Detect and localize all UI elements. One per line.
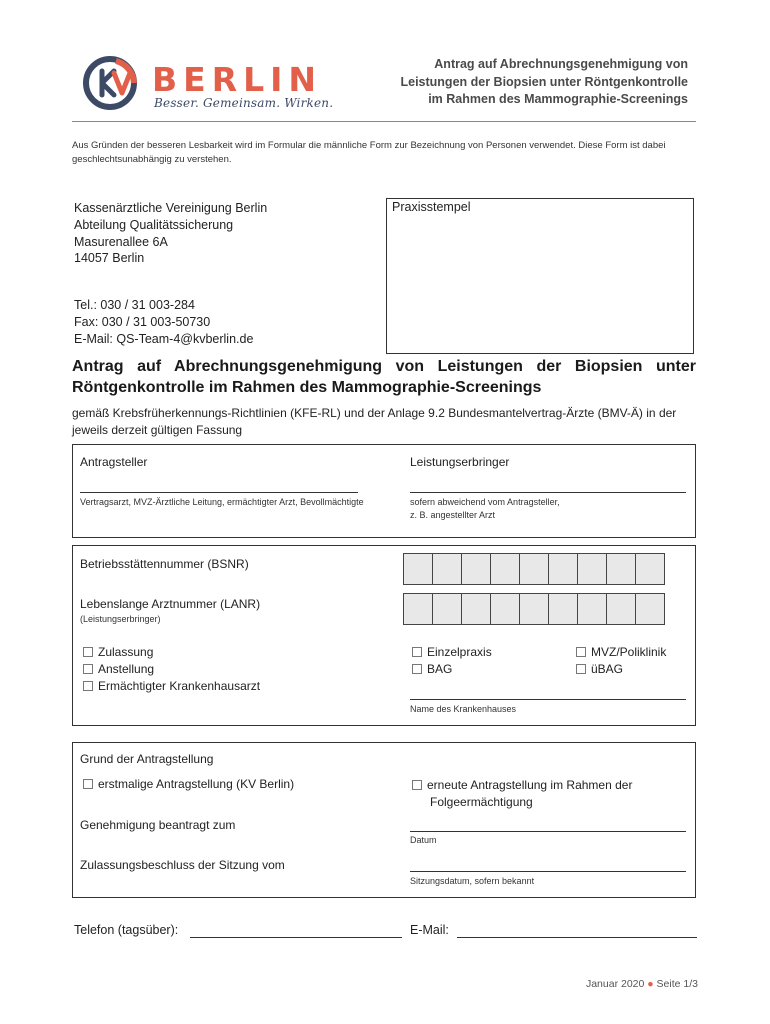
bsnr-digit-cell[interactable] <box>403 553 433 585</box>
email-label: E-Mail: <box>410 923 449 937</box>
option-label: Zulassung <box>98 645 154 659</box>
email-line[interactable] <box>457 937 697 938</box>
contact-info <box>74 297 253 347</box>
session-label: Zulassungsbeschluss der Sitzung vom <box>80 858 285 872</box>
address-line: Abteilung Qualitätssicherung <box>74 217 234 232</box>
logo-slogan: Besser. Gemeinsam. Wirken. <box>154 96 334 110</box>
option-mvz[interactable] <box>576 645 666 659</box>
header-title-line: Leistungen der Biopsien unter Röntgenkontrolle <box>400 74 688 89</box>
header-title-line: im Rahmen des Mammographie-Screenings <box>428 92 688 106</box>
option-hospital-doctor[interactable] <box>83 679 260 693</box>
header-title <box>358 56 688 109</box>
checkbox-icon[interactable] <box>83 779 93 789</box>
checkbox-icon[interactable] <box>412 647 422 657</box>
bsnr-digit-cell[interactable] <box>635 553 665 585</box>
date-hint: Datum <box>410 835 437 845</box>
bsnr-input-grid[interactable] <box>403 553 665 585</box>
recipient-address <box>74 200 267 267</box>
bsnr-label: Betriebsstättennummer (BSNR) <box>80 557 249 571</box>
lanr-digit-cell[interactable] <box>635 593 665 625</box>
provider-line[interactable] <box>410 492 686 493</box>
contact-fax: Fax: 030 / 31 003-50730 <box>74 314 211 329</box>
page-footer <box>586 978 698 990</box>
hospital-name-line[interactable] <box>410 699 686 700</box>
lanr-digit-cell[interactable] <box>432 593 462 625</box>
option-label: erneute Antragstellung im Rahmen der <box>427 778 633 792</box>
bsnr-digit-cell[interactable] <box>577 553 607 585</box>
lanr-digit-cell[interactable] <box>606 593 636 625</box>
applicant-label: Antragsteller <box>80 455 148 469</box>
readability-note: Aus Gründen der besseren Lesbarkeit wird im Formular die männliche Form zur Bezeichnung von Personen verwendet. Diese Form ist dabei geschlechtsunabhängig zu verstehen. <box>72 140 666 165</box>
checkbox-icon[interactable] <box>412 664 422 674</box>
bsnr-digit-cell[interactable] <box>490 553 520 585</box>
checkbox-icon[interactable] <box>576 647 586 657</box>
logo-wordmark: BERLIN <box>152 60 323 99</box>
practice-stamp-label: Praxisstempel <box>392 200 471 214</box>
option-ubag[interactable] <box>576 662 623 676</box>
option-renewal[interactable] <box>412 777 632 811</box>
applicant-line[interactable] <box>80 492 358 493</box>
option-label: Folgeermächtigung <box>430 795 533 809</box>
address-line: 14057 Berlin <box>74 251 145 266</box>
reason-title: Grund der Antragstellung <box>80 752 214 766</box>
address-line: Masurenallee 6A <box>74 234 168 249</box>
lanr-hint: (Leistungserbringer) <box>80 614 161 624</box>
lanr-label: Lebenslange Arztnummer (LANR) <box>80 597 261 611</box>
lanr-digit-cell[interactable] <box>548 593 578 625</box>
option-anstellung[interactable] <box>83 662 154 676</box>
hospital-name-hint: Name des Krankenhauses <box>410 704 517 714</box>
session-hint: Sitzungsdatum, sofern bekannt <box>410 876 535 886</box>
footer-page: Seite 1/3 <box>656 978 698 990</box>
option-label: üBAG <box>591 662 624 676</box>
form-subtitle: gemäß Krebsfrüherkennungs-Richtlinien (KFE-RL) und der Anlage 9.2 Bundesmantelvertrag-Ärzte (BMV-Ä) in der jeweils derzeit gültigen Fassung <box>72 406 677 437</box>
applicant-hint: Vertragsarzt, MVZ-Ärztliche Leitung, ermächtigter Arzt, Bevollmächtigte <box>80 497 364 507</box>
requested-date-label: Genehmigung beantragt zum <box>80 818 236 832</box>
bsnr-digit-cell[interactable] <box>548 553 578 585</box>
option-label: Anstellung <box>98 662 155 676</box>
option-label: Einzelpraxis <box>427 645 492 659</box>
lanr-digit-cell[interactable] <box>519 593 549 625</box>
bsnr-digit-cell[interactable] <box>461 553 491 585</box>
lanr-digit-cell[interactable] <box>461 593 491 625</box>
phone-label: Telefon (tagsüber): <box>74 923 179 937</box>
kv-logo-mark-icon <box>80 52 150 114</box>
provider-label: Leistungserbringer <box>410 455 510 469</box>
option-label: erstmalige Antragstellung (KV Berlin) <box>98 777 295 791</box>
checkbox-icon[interactable] <box>576 664 586 674</box>
practice-stamp-box[interactable] <box>386 198 694 354</box>
form-title: Antrag auf Abrechnungsgenehmigung von Leistungen der Biopsien unter Röntgenkontrolle im Rahmen des Mammographie-Screenings <box>72 358 696 396</box>
provider-hint-line: z. B. angestellter Arzt <box>410 510 496 520</box>
session-date-line[interactable] <box>410 871 686 872</box>
provider-hint <box>410 496 560 522</box>
option-bag[interactable] <box>412 662 452 676</box>
checkbox-icon[interactable] <box>83 647 93 657</box>
option-einzelpraxis[interactable] <box>412 645 492 659</box>
bsnr-digit-cell[interactable] <box>519 553 549 585</box>
lanr-digit-cell[interactable] <box>403 593 433 625</box>
address-line: Kassenärztliche Vereinigung Berlin <box>74 201 268 215</box>
checkbox-icon[interactable] <box>412 780 422 790</box>
lanr-digit-cell[interactable] <box>490 593 520 625</box>
contact-email: E-Mail: QS-Team-4@kvberlin.de <box>74 331 254 346</box>
option-first-application[interactable] <box>83 777 294 791</box>
bsnr-digit-cell[interactable] <box>432 553 462 585</box>
bullet-dot-icon: ● <box>647 978 654 990</box>
footer-date: Januar 2020 <box>585 978 645 990</box>
bsnr-digit-cell[interactable] <box>606 553 636 585</box>
lanr-input-grid[interactable] <box>403 593 665 625</box>
option-zulassung[interactable] <box>83 645 153 659</box>
phone-line[interactable] <box>190 937 402 938</box>
applicant-section <box>72 444 696 538</box>
option-label: MVZ/Poliklinik <box>591 645 667 659</box>
lanr-digit-cell[interactable] <box>577 593 607 625</box>
contact-tel: Tel.: 030 / 31 003-284 <box>74 298 195 312</box>
checkbox-icon[interactable] <box>83 681 93 691</box>
header-divider <box>72 121 696 122</box>
option-label: BAG <box>427 662 453 676</box>
provider-hint-line: sofern abweichend vom Antragsteller, <box>410 497 560 507</box>
option-label: Ermächtigter Krankenhausarzt <box>98 679 261 693</box>
checkbox-icon[interactable] <box>83 664 93 674</box>
requested-date-line[interactable] <box>410 831 686 832</box>
header-title-line: Antrag auf Abrechnungsgenehmigung von <box>434 57 688 71</box>
